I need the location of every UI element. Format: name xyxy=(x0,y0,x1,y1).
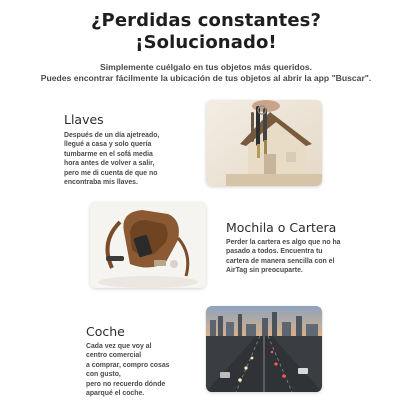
text-line: tumbarme en el sofá media xyxy=(64,150,153,158)
keys-photo xyxy=(206,100,322,186)
text-line: aparqué el coche. xyxy=(86,390,145,398)
page-title xyxy=(0,10,412,54)
subtitle-line-1: Simplemente cuélgalo en tus objetos más queridos. xyxy=(99,62,313,72)
text-line: cartera de manera sencilla con el xyxy=(226,257,335,265)
text-line: llegué a casa y solo quería xyxy=(64,141,152,149)
text-line: centro comercial xyxy=(86,352,142,360)
title-line-1: ¿Perdidas constantes? xyxy=(91,10,321,31)
section-text-keys xyxy=(64,131,204,187)
subtitle-line-2: Puedes encontrar fácilmente la ubicación de tus objetos al abrir la app "Buscar". xyxy=(40,73,372,83)
section-text-wallet xyxy=(226,238,386,276)
section-title-car: Coche xyxy=(86,324,125,339)
text-line: pero no recuerdo dónde xyxy=(86,380,166,388)
text-line: con gusto, xyxy=(86,371,121,379)
text-line: Después de un día ajetreado, xyxy=(64,132,160,139)
text-line: AirTag sin preocuparte. xyxy=(226,267,303,275)
wallet-photo xyxy=(90,202,206,288)
text-line: Perder la cartera es algo que no ha xyxy=(226,239,341,246)
page-subtitle xyxy=(0,62,412,84)
text-line: Cada vez que voy al xyxy=(86,343,152,350)
section-text-car xyxy=(86,342,206,398)
text-line: pasado a todos. Encuentra tu xyxy=(226,248,323,256)
section-title-wallet: Mochila o Cartera xyxy=(226,220,337,235)
text-line: pero me di cuenta de que no xyxy=(64,169,158,177)
title-line-2: ¡Solucionado! xyxy=(135,32,277,53)
text-line: hora antes de volver a salir, xyxy=(64,160,155,168)
text-line: a comprar, compro cosas xyxy=(86,361,170,369)
highway-photo xyxy=(206,306,322,392)
text-line: encontraba mis llaves. xyxy=(64,179,138,187)
section-title-keys: Llaves xyxy=(64,112,104,127)
